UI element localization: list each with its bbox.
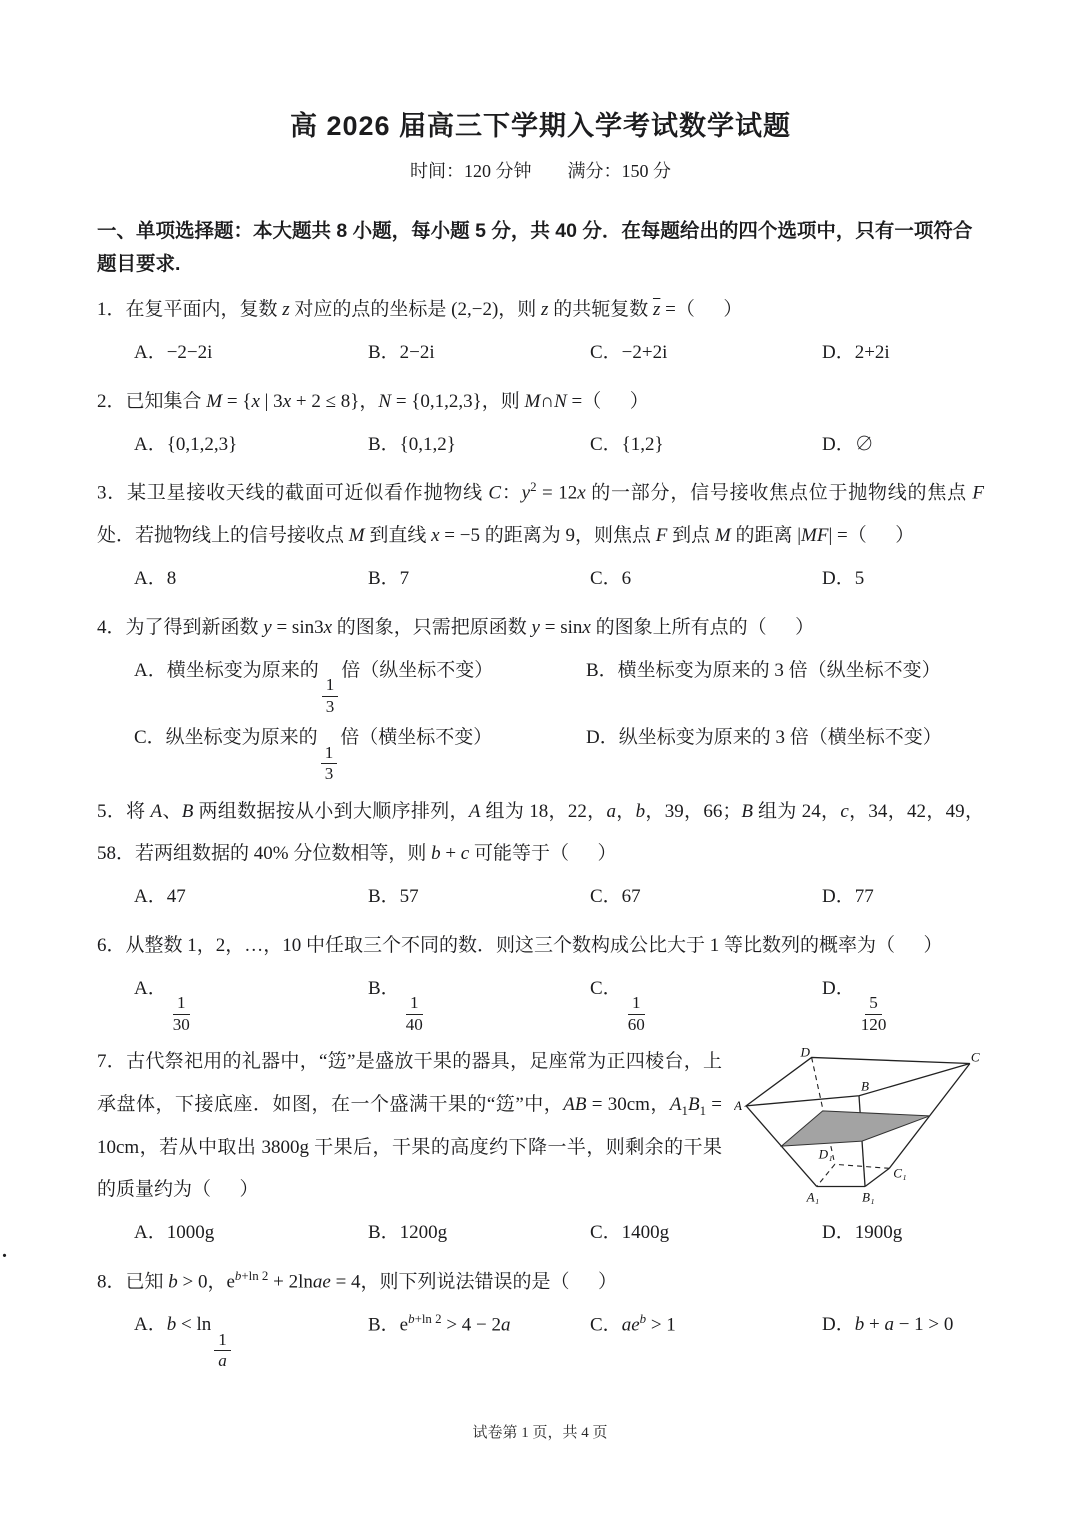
question-7-option-c: C．1400g [590, 1222, 670, 1244]
question-5-option-b: B．57 [368, 886, 419, 908]
section-header: 一、单项选择题：本大题共 8 小题，每小题 5 分，共 40 分．在每题给出的四个选项中，只有一项符合题目要求. [97, 220, 973, 276]
question-8-option-c: C．$ae^b > 1$ [590, 1311, 676, 1336]
stray-mark: . [2, 1240, 7, 1262]
vertex-label-B1: B₁ [862, 1189, 875, 1205]
vertex-label-D1: D₁ [818, 1146, 833, 1162]
question-1-option-d: D．2+2i [822, 342, 890, 364]
vertex-label-A1: A₁ [806, 1189, 820, 1205]
question-2-option-b: B．{0,1,2} [368, 433, 456, 455]
question-1-option-a: A．−2−2i [134, 342, 213, 364]
edge-B1-C1 [865, 1169, 889, 1187]
question-6-option-a: A． $\frac{1}{30}$ [134, 977, 190, 1034]
question-2-option-c: C．{1,2} [590, 433, 664, 455]
question-3-stem: 3．某卫星接收天线的截面可近似看作抛物线 C：$y^2 = 12x$ 的一部分，信号接收焦点位于抛物线的焦点 F 处．若抛物线上的信号接收点 M 到直线 x = −5 的距离为 9，则焦点 F 到点 M 的距离 |MF| =（ ） [97, 479, 984, 547]
question-6-options [97, 968, 984, 1036]
question-3-options [97, 558, 984, 601]
question-3 [97, 472, 984, 601]
question-3-option-a: A．8 [134, 568, 177, 590]
question-6-option-c: C． $\frac{1}{60}$ [590, 977, 645, 1034]
question-4-stem: 4．为了得到新函数 y = sin3x 的图象，只需把原函数 y = sinx 的图象上所有点的（ ） [97, 616, 815, 638]
question-4-option-a: A．横坐标变为原来的 $\frac{1}{3}$ 倍（纵坐标不变） [134, 659, 494, 716]
question-4 [97, 607, 984, 785]
question-4-option-b: B．横坐标变为原来的 3 倍（纵坐标不变） [586, 659, 941, 681]
question-7-stem-text: 7．古代祭祀用的礼器中，“笾”是盛放干果的器具，足座常为正四棱台，上承盘体，下接底座．如图，在一个盛满干果的“笾”中，AB = 30cm，$A_1B_1 = 10cm$，若从中取出 3800g 干果后，干果的高度约下降一半，则剩余的干果的质量约为（ ） [97, 1051, 722, 1201]
page-footer: 试卷第 1 页，共 4 页 [472, 1425, 608, 1441]
question-7 [97, 1041, 984, 1255]
question-4-option-c: C．纵坐标变为原来的 $\frac{1}{3}$ 倍（横坐标不变） [134, 727, 493, 784]
question-1 [97, 289, 984, 375]
question-1-stem: 1．在复平面内，复数 z 对应的点的坐标是 (2,−2)，则 z 的共轭复数 $\overline{z}$ =（ ） [97, 299, 743, 321]
question-6-option-b: B． $\frac{1}{40}$ [368, 977, 423, 1034]
question-5 [97, 791, 984, 919]
question-6-stem: 6．从整数 1，2，…，10 中任取三个不同的数．则这三个数构成公比大于 1 等比数列的概率为（ ） [97, 934, 943, 956]
question-5-options [97, 876, 984, 919]
vertex-label-D: D [800, 1045, 811, 1060]
vertex-label-C: C [970, 1049, 980, 1065]
question-5-stem: 5．将 A、B 两组数据按从小到大顺序排列，A 组为 18，22，a，b，39，66；B 组为 24，c，34，42，49，58．若两组数据的 40% 分位数相等，则 b + c 可能等于（ ） [97, 800, 984, 865]
question-8-option-d: D．b + a − 1 > 0 [822, 1314, 954, 1336]
edge-C1-D1 [835, 1165, 889, 1169]
question-5-option-a: A．47 [134, 886, 186, 908]
question-7-option-d: D．1900g [822, 1222, 903, 1244]
question-8 [97, 1261, 984, 1372]
question-2-option-a: A．{0,1,2,3} [134, 433, 238, 455]
question-5-option-d: D．77 [822, 886, 874, 908]
question-5-option-c: C．67 [590, 886, 641, 908]
question-8-option-b: B．$e^{b+ln 2} > 4 - 2a$ [368, 1311, 511, 1336]
fruit-level-shade [781, 1111, 929, 1146]
question-2 [97, 381, 984, 467]
question-4-options [97, 650, 984, 785]
frustum-top-face [746, 1058, 970, 1106]
question-6 [97, 925, 984, 1035]
question-3-option-c: C．6 [590, 568, 632, 590]
question-4-option-d: D．纵坐标变为原来的 3 倍（横坐标不变） [586, 727, 942, 749]
question-6-option-d: D． $\frac{5}{120}$ [822, 977, 887, 1034]
exam-subtitle: 时间：120 分钟 满分：150 分 [410, 161, 671, 181]
exam-title: 高 2026 届高三下学期入学考试数学试题 [289, 111, 792, 141]
question-1-option-c: C．−2+2i [590, 342, 668, 364]
question-3-option-b: B．7 [368, 568, 410, 590]
question-7-option-b: B．1200g [368, 1222, 448, 1244]
question-2-options [97, 424, 984, 467]
question-7-options [97, 1212, 984, 1255]
question-7-stem [97, 1041, 984, 1212]
vertex-label-B: B [861, 1078, 870, 1094]
vertex-label-C1: C₁ [893, 1165, 907, 1181]
question-1-option-b: B．2−2i [368, 342, 435, 364]
frustum-figure [734, 1045, 984, 1205]
question-8-options [97, 1304, 984, 1372]
question-2-option-d: D．∅ [822, 433, 874, 455]
question-7-option-a: A．1000g [134, 1222, 215, 1244]
question-3-option-d: D．5 [822, 568, 865, 590]
vertex-label-A: A [734, 1098, 742, 1114]
question-8-stem: 8．已知 b > 0，$e^{b+ln 2}$ + 2lnae = 4，则下列说法错误的是（ ） [97, 1267, 618, 1293]
question-2-stem: 2．已知集合 M = {x | 3x + 2 ≤ 8}，N = {0,1,2,3}，则 M∩N =（ ） [97, 390, 649, 412]
question-8-option-a: A．b < ln $\frac{1}{a}$ [134, 1304, 368, 1372]
question-1-options [97, 332, 984, 375]
edge-D1-A1 [817, 1165, 835, 1187]
